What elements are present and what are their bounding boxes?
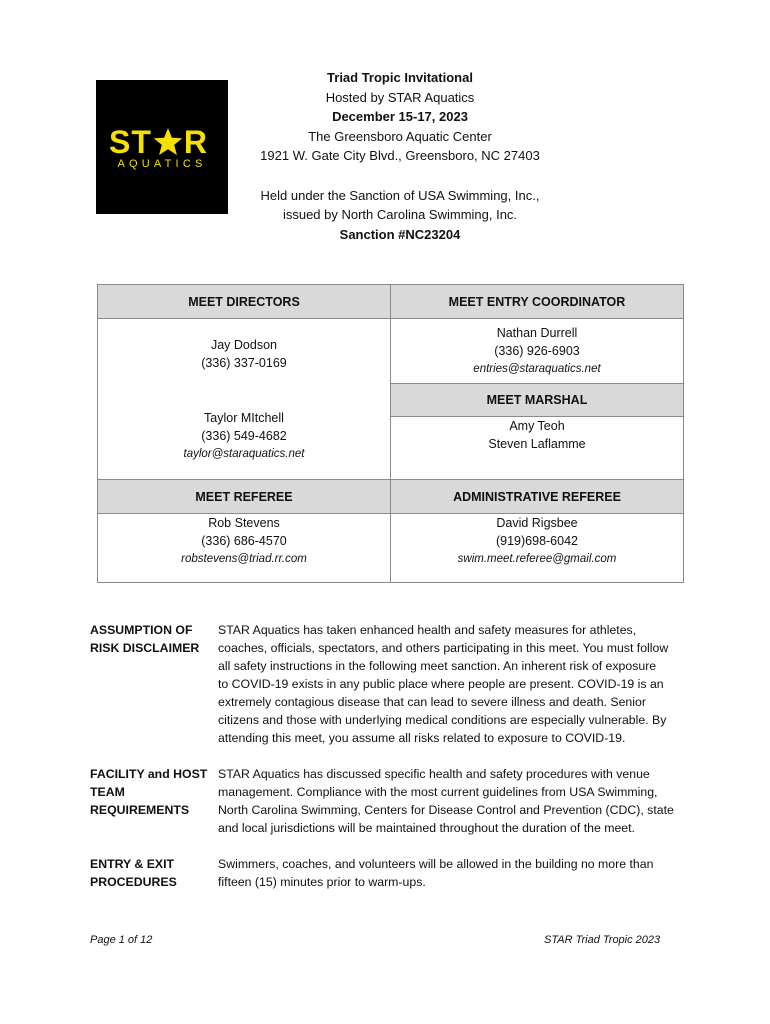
- meet-directors-heading: MEET DIRECTORS: [98, 285, 391, 319]
- star-icon: [153, 127, 183, 157]
- director2-phone: (336) 549-4682: [201, 429, 287, 443]
- admin-referee-email: swim.meet.referee@gmail.com: [457, 553, 617, 565]
- risk-text-line: attending this meet, you assume all risks related to exposure to COVID-19.: [218, 731, 626, 745]
- meet-venue: The Greensboro Aquatic Center: [308, 128, 492, 144]
- facility-text-line: and local jurisdictions will be maintained throughout the duration of the meet.: [218, 821, 635, 835]
- risk-text-line: extremely contagious disease that can lead to severe illness and death. Senior: [218, 695, 646, 709]
- referee-name: Rob Stevens: [208, 516, 280, 530]
- facility-label-line: FACILITY and HOST: [90, 767, 208, 781]
- risk-text-line: STAR Aquatics has taken enhanced health and safety measures for athletes,: [218, 623, 637, 637]
- marshal-name-2: Steven Laflamme: [488, 437, 586, 451]
- facility-text-line: North Carolina Swimming, Centers for Disease Control and Prevention (CDC), state: [218, 803, 674, 817]
- meet-address: 1921 W. Gate City Blvd., Greensboro, NC 27403: [260, 148, 540, 163]
- logo-wordmark: [109, 124, 219, 160]
- admin-referee-cell: [391, 514, 684, 583]
- facility-label-line: TEAM: [90, 785, 125, 799]
- sanction-number: Sanction #NC23204: [339, 226, 461, 242]
- entry-exit-label-line: ENTRY & EXIT: [90, 857, 175, 871]
- director1-phone: (336) 337-0169: [201, 356, 287, 370]
- meet-marshal-cell: [391, 417, 684, 480]
- admin-referee-heading: ADMINISTRATIVE REFEREE: [391, 480, 684, 514]
- meet-host: Hosted by STAR Aquatics: [325, 89, 475, 105]
- referee-phone: (336) 686-4570: [201, 534, 287, 548]
- meet-marshal-heading: MEET MARSHAL: [391, 384, 684, 417]
- footer-title: STAR Triad Tropic 2023: [544, 934, 661, 946]
- sanction-line1: Held under the Sanction of USA Swimming, Inc.,: [260, 187, 540, 203]
- entry-exit-text: [218, 855, 695, 891]
- entry-coordinator-heading: MEET ENTRY COORDINATOR: [391, 285, 684, 319]
- director2-email: taylor@staraquatics.net: [183, 448, 305, 460]
- risk-text-line: to COVID-19 exists in any public place where people are present. COVID-19 is an: [218, 677, 664, 691]
- meet-header: [230, 68, 570, 244]
- risk-label-line: ASSUMPTION OF: [90, 623, 193, 637]
- entry-exit-label: [90, 855, 210, 891]
- risk-disclaimer-label: [90, 621, 210, 657]
- entry-coordinator-phone: (336) 926-6903: [494, 344, 580, 358]
- entry-exit-text-line: fifteen (15) minutes prior to warm-ups.: [218, 875, 426, 889]
- meet-referee-heading: MEET REFEREE: [98, 480, 391, 514]
- risk-text-line: coaches, officials, spectators, and others participating in this meet. You must follow: [218, 641, 669, 655]
- marshal-name-1: Amy Teoh: [509, 419, 565, 433]
- facility-text-line: management. Compliance with the most current guidelines from USA Swimming,: [218, 785, 658, 799]
- entry-exit-text-line: Swimmers, coaches, and volunteers will be allowed in the building no more than: [218, 857, 654, 871]
- risk-text-line: all safety instructions in the following meet sanction. An inherent risk of exposure: [218, 659, 657, 673]
- meet-dates: December 15-17, 2023: [332, 109, 468, 124]
- star-aquatics-logo: [96, 80, 228, 214]
- header-spacer: [230, 166, 570, 186]
- logo-subtitle: AQUATICS: [117, 158, 207, 170]
- admin-referee-name: David Rigsbee: [496, 516, 578, 530]
- meet-title: Triad Tropic Invitational: [327, 70, 473, 85]
- director1-name: Jay Dodson: [210, 338, 277, 352]
- director2-name: Taylor MItchell: [204, 411, 284, 425]
- entry-coordinator-name: Nathan Durrell: [496, 326, 578, 340]
- facility-label-line: REQUIREMENTS: [90, 803, 190, 817]
- admin-referee-phone: (919)698-6042: [495, 534, 578, 548]
- facility-text: [218, 765, 695, 837]
- logo-text-right: R: [183, 124, 208, 160]
- risk-disclaimer-text: [218, 621, 695, 747]
- risk-label-line: RISK DISCLAIMER: [90, 641, 200, 655]
- meet-directors-cell: [98, 319, 391, 480]
- facility-text-line: STAR Aquatics has discussed specific health and safety procedures with venue: [218, 767, 650, 781]
- facility-label: [90, 765, 210, 819]
- meet-contacts-table: [97, 284, 684, 583]
- entry-coordinator-email: entries@staraquatics.net: [473, 363, 601, 375]
- logo-text-left: ST: [109, 124, 152, 160]
- page-number: Page 1 of 12: [90, 934, 153, 946]
- meet-referee-cell: [98, 514, 391, 583]
- sanction-line2: issued by North Carolina Swimming, Inc.: [282, 207, 518, 222]
- referee-email: robstevens@triad.rr.com: [181, 553, 307, 565]
- entry-coordinator-cell: [391, 319, 684, 384]
- risk-text-line: citizens and those with underlying medical conditions are especially vulnerable. By: [218, 713, 667, 727]
- entry-exit-label-line: PROCEDURES: [90, 875, 177, 889]
